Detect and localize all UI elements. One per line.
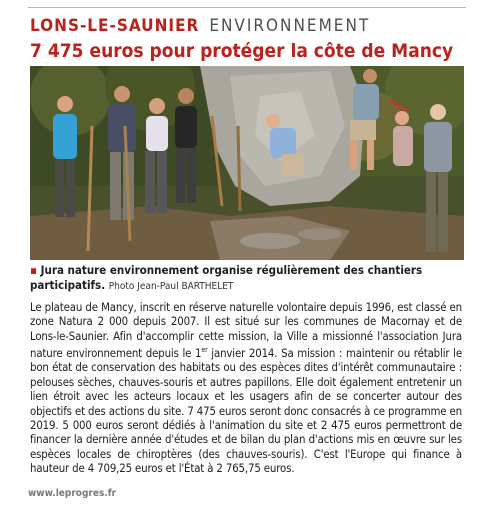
city-label: LONS-LE-SAUNIER (30, 16, 200, 36)
hillside-volunteers-illustration (30, 66, 464, 260)
top-rule (28, 7, 466, 8)
caption-text: Jura nature environnement organise régulièrement des chantiers participatifs. (30, 263, 423, 292)
source-footer[interactable] (28, 488, 116, 499)
photo-caption (30, 263, 462, 294)
article-paragraph (30, 300, 462, 476)
caption-bullet: ▪ (30, 263, 38, 277)
photo-credit: Photo Jean-Paul BARTHELET (108, 281, 234, 292)
article-photo (30, 66, 464, 260)
paragraph-part-1: Le plateau de Mancy, inscrit en réserve naturelle volontaire depuis 1996, est classé en zone Natura 2 000 depuis 2007. Il est situé sur les communes de Macornay et de Lons-le-Saunier. Afin d'accomplir cette mission, la Ville a missionné l'association Jura nature environnement depuis le 1 (30, 300, 462, 360)
article-headline: 7 475 euros pour protéger la côte de Mancy (30, 40, 454, 62)
paragraph-part-2: janvier 2014. Sa mission : maintenir ou rétablir le bon état de conservation des habitats ou des espèces dites d'intérêt communautaire : pelouses sèches, chauves-souris et autres papillons. Elle doit également entretenir un lien étroit avec les acteurs locaux et les usagers afin de se concerter autour des objectifs et des actions du site. 7 475 euros seront donc consacrés à ce programme en 2019. 5 000 euros seront dédiés à l'animation du site et 2 475 euros permettront de financer la dernière année d'études et de bilan du plan d'actions mis en œuvre sur les espèces locales de chiroptères (des chauves-souris). C'est l'Europe qui finance à hauteur de 4 709,25 euros et l'État à 2 765,75 euros. (30, 346, 462, 476)
ordinal-superscript: er (201, 346, 208, 355)
site-link[interactable]: www.leprogres.fr (28, 488, 117, 499)
article-body (30, 300, 462, 476)
section-kicker (30, 16, 370, 36)
rubric-label: ENVIRONNEMENT (209, 16, 371, 36)
